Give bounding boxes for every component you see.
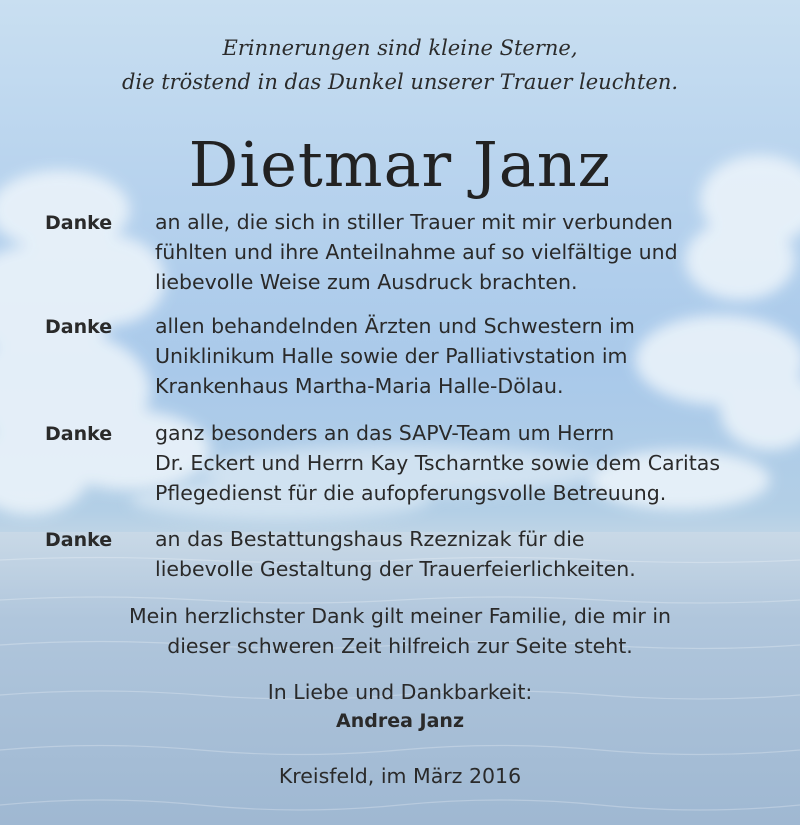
family-thanks-line-1: Mein herzlichster Dank gilt meiner Familie, die mir in: [128, 604, 672, 628]
poem-line-1: Erinnerungen sind kleine Sterne,: [222, 36, 578, 60]
thanks-line: Krankenhaus Martha-Maria Halle-Dölau.: [155, 374, 564, 398]
thanks-line: liebevolle Weise zum Ausdruck brachten.: [155, 270, 578, 294]
thanks-line: allen behandelnden Ärzten und Schwestern im: [155, 314, 635, 338]
thanks-label: Danke: [45, 529, 113, 551]
place-and-date: Kreisfeld, im März 2016: [278, 764, 522, 788]
thanks-label: Danke: [45, 316, 113, 338]
thanks-line: Pflegedienst für die aufopferungsvolle Betreuung.: [155, 481, 667, 505]
thanks-line: ganz besonders an das SAPV-Team um Herrn: [155, 421, 615, 445]
thanks-line: fühlten und ihre Anteilnahme auf so vielfältige und: [155, 240, 678, 264]
deceased-name: Dietmar Janz: [188, 128, 612, 201]
thanks-label: Danke: [45, 423, 113, 445]
thanks-label: Danke: [45, 212, 113, 234]
closing-phrase: In Liebe und Dankbarkeit:: [267, 680, 533, 704]
poem-line-2: die tröstend in das Dunkel unserer Trauer leuchten.: [121, 70, 679, 94]
thanks-line: an alle, die sich in stiller Trauer mit mir verbunden: [155, 210, 673, 234]
family-thanks-line-2: dieser schweren Zeit hilfreich zur Seite steht.: [167, 634, 633, 658]
thanks-line: Uniklinikum Halle sowie der Palliativstation im: [155, 344, 628, 368]
thanks-line: an das Bestattungshaus Rzeznizak für die: [155, 527, 585, 551]
thanks-line: Dr. Eckert und Herrn Kay Tscharntke sowie dem Caritas: [155, 451, 721, 475]
signer-name: Andrea Janz: [336, 710, 464, 732]
thanks-line: liebevolle Gestaltung der Trauerfeierlichkeiten.: [155, 557, 636, 581]
